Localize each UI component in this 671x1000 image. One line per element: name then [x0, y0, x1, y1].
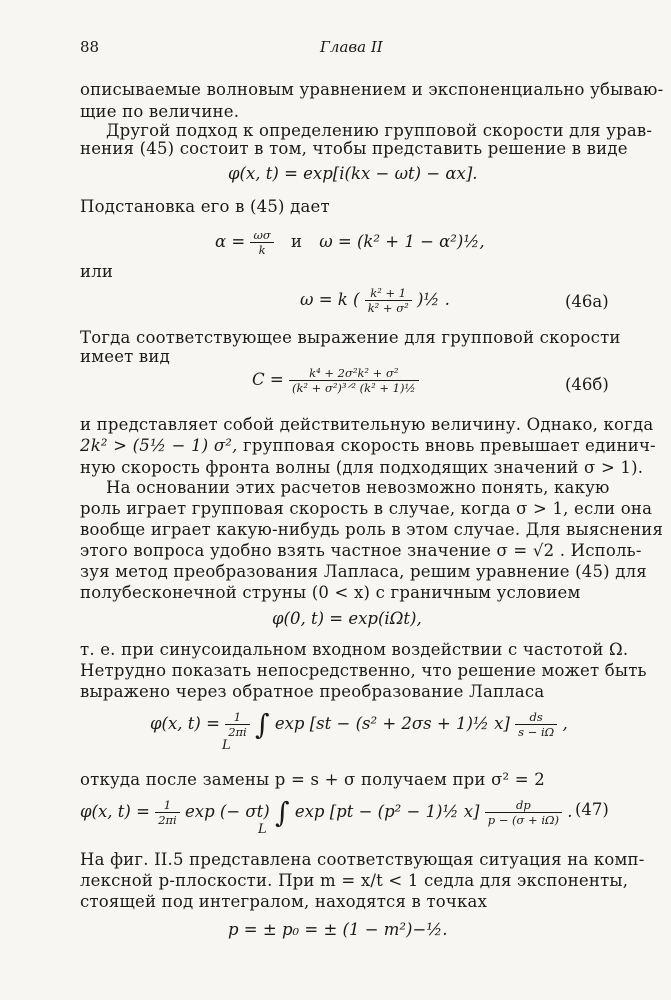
- text-line: т. е. при синусоидальном входном воздействии с частотой Ω.: [80, 640, 629, 659]
- formula-omega: ω = k ( $\frac{\text{k² + 1}}{\text{k² + σ²}}$ )½ .: [300, 286, 450, 315]
- text-line: стоящей под интегралом, находятся в точках: [80, 892, 488, 911]
- integral-sign: ∫: [255, 708, 270, 741]
- integral-contour-label: L: [222, 738, 231, 753]
- text-line: 2k² > (5½ − 1) σ², групповая скорость вновь превышает единич-: [80, 436, 656, 455]
- text-line: выражено через обратное преобразование Лапласа: [80, 682, 545, 701]
- text-line: Нетрудно показать непосредственно, что решение может быть: [80, 661, 647, 680]
- equation-number: (46a): [565, 292, 609, 311]
- text-line: щие по величине.: [80, 102, 240, 121]
- equation-number: (46б): [565, 375, 609, 394]
- fraction: $\frac{\omega\sigma}{k}$: [250, 228, 273, 257]
- formula-laplace-inverse: φ(x, t) = $\frac{1}{2\pi i}$ ∫ exp [st − (s² + 2σs + 1)½ x] $\frac{ds}{s - i\Omega}$ ,: [150, 708, 568, 741]
- text-line: полубесконечной струны (0 < x) с граничным условием: [80, 583, 581, 602]
- text-line: Подстановка его в (45) дает: [80, 197, 330, 216]
- formula-phi-exp: φ(x, t) = exp[i(kx − ωt) − αx].: [228, 164, 478, 183]
- text-line: и представляет собой действительную величину. Однако, когда: [80, 415, 654, 434]
- inline-formula: 2k² > (5½ − 1) σ²,: [80, 436, 238, 455]
- integral-contour-label: L: [258, 822, 267, 837]
- text-line: лексной p-плоскости. При m = x/t < 1 седла для экспоненты,: [80, 871, 629, 890]
- text-line: этого вопроса удобно взять частное значение σ = √2 . Исполь-: [80, 541, 642, 560]
- fraction: $\frac{1}{2\pi i}$: [155, 798, 180, 827]
- text-line: нения (45) состоит в том, чтобы представить решение в виде: [80, 139, 628, 158]
- page-number: 88: [80, 38, 100, 56]
- text-line: имеет вид: [80, 347, 170, 366]
- text-line: или: [80, 262, 114, 281]
- text-line: Другой подход к определению групповой скорости для урав-: [106, 121, 653, 140]
- text-line: ную скорость фронта волны (для подходящих значений σ > 1).: [80, 458, 644, 477]
- text-line: зуя метод преобразования Лапласа, решим уравнение (45) для: [80, 562, 647, 581]
- fraction: $\frac{dp}{p - (\sigma + i\Omega)}$: [485, 798, 562, 827]
- fraction: $\frac{\text{k⁴ + 2σ²k² + σ²}}{\text{(k² + σ²)³ᐟ² (k² + 1)½}}$: [289, 366, 419, 395]
- text-line: вообще играет какую-нибудь роль в этом случае. Для выяснения: [80, 520, 664, 539]
- formula-boundary: φ(0, t) = exp(iΩt),: [272, 609, 422, 628]
- equation-number: (47): [575, 800, 609, 819]
- formula-alpha-omega: α = $\frac{\omega\sigma}{k}$ и ω = (k² + 1 − α²)½,: [215, 228, 485, 257]
- text-line: откуда после замены p = s + σ получаем при σ² = 2: [80, 770, 545, 789]
- text-line: описываемые волновым уравнением и экспоненциально убываю-: [80, 80, 664, 99]
- text-line: На основании этих расчетов невозможно понять, какую: [106, 478, 610, 497]
- fraction: $\frac{\text{k² + 1}}{\text{k² + σ²}}$: [365, 286, 412, 315]
- text-line: На фиг. II.5 представлена соответствующая ситуация на комп-: [80, 850, 645, 869]
- text-line: Тогда соответствующее выражение для групповой скорости: [80, 328, 621, 347]
- fraction: $\frac{1}{2\pi i}$: [225, 710, 250, 739]
- formula-saddle-points: p = ± p₀ = ± (1 − m²)−½.: [228, 920, 448, 939]
- formula-group-velocity: C = $\frac{\text{k⁴ + 2σ²k² + σ²}}{\text{(k² + σ²)³ᐟ² (k² + 1)½}}$: [252, 366, 419, 395]
- formula-47: φ(x, t) = $\frac{1}{2\pi i}$ exp (− σt) ∫ exp [pt − (p² − 1)½ x] $\frac{dp}{p - (\sigma + i\Omega)}$ .: [80, 796, 573, 829]
- text-line: роль играет групповая скорость в случае, когда σ > 1, если она: [80, 499, 653, 518]
- fraction: $\frac{ds}{s - i\Omega}$: [515, 710, 557, 739]
- chapter-title: Глава II: [320, 38, 383, 56]
- integral-sign: ∫: [274, 796, 290, 829]
